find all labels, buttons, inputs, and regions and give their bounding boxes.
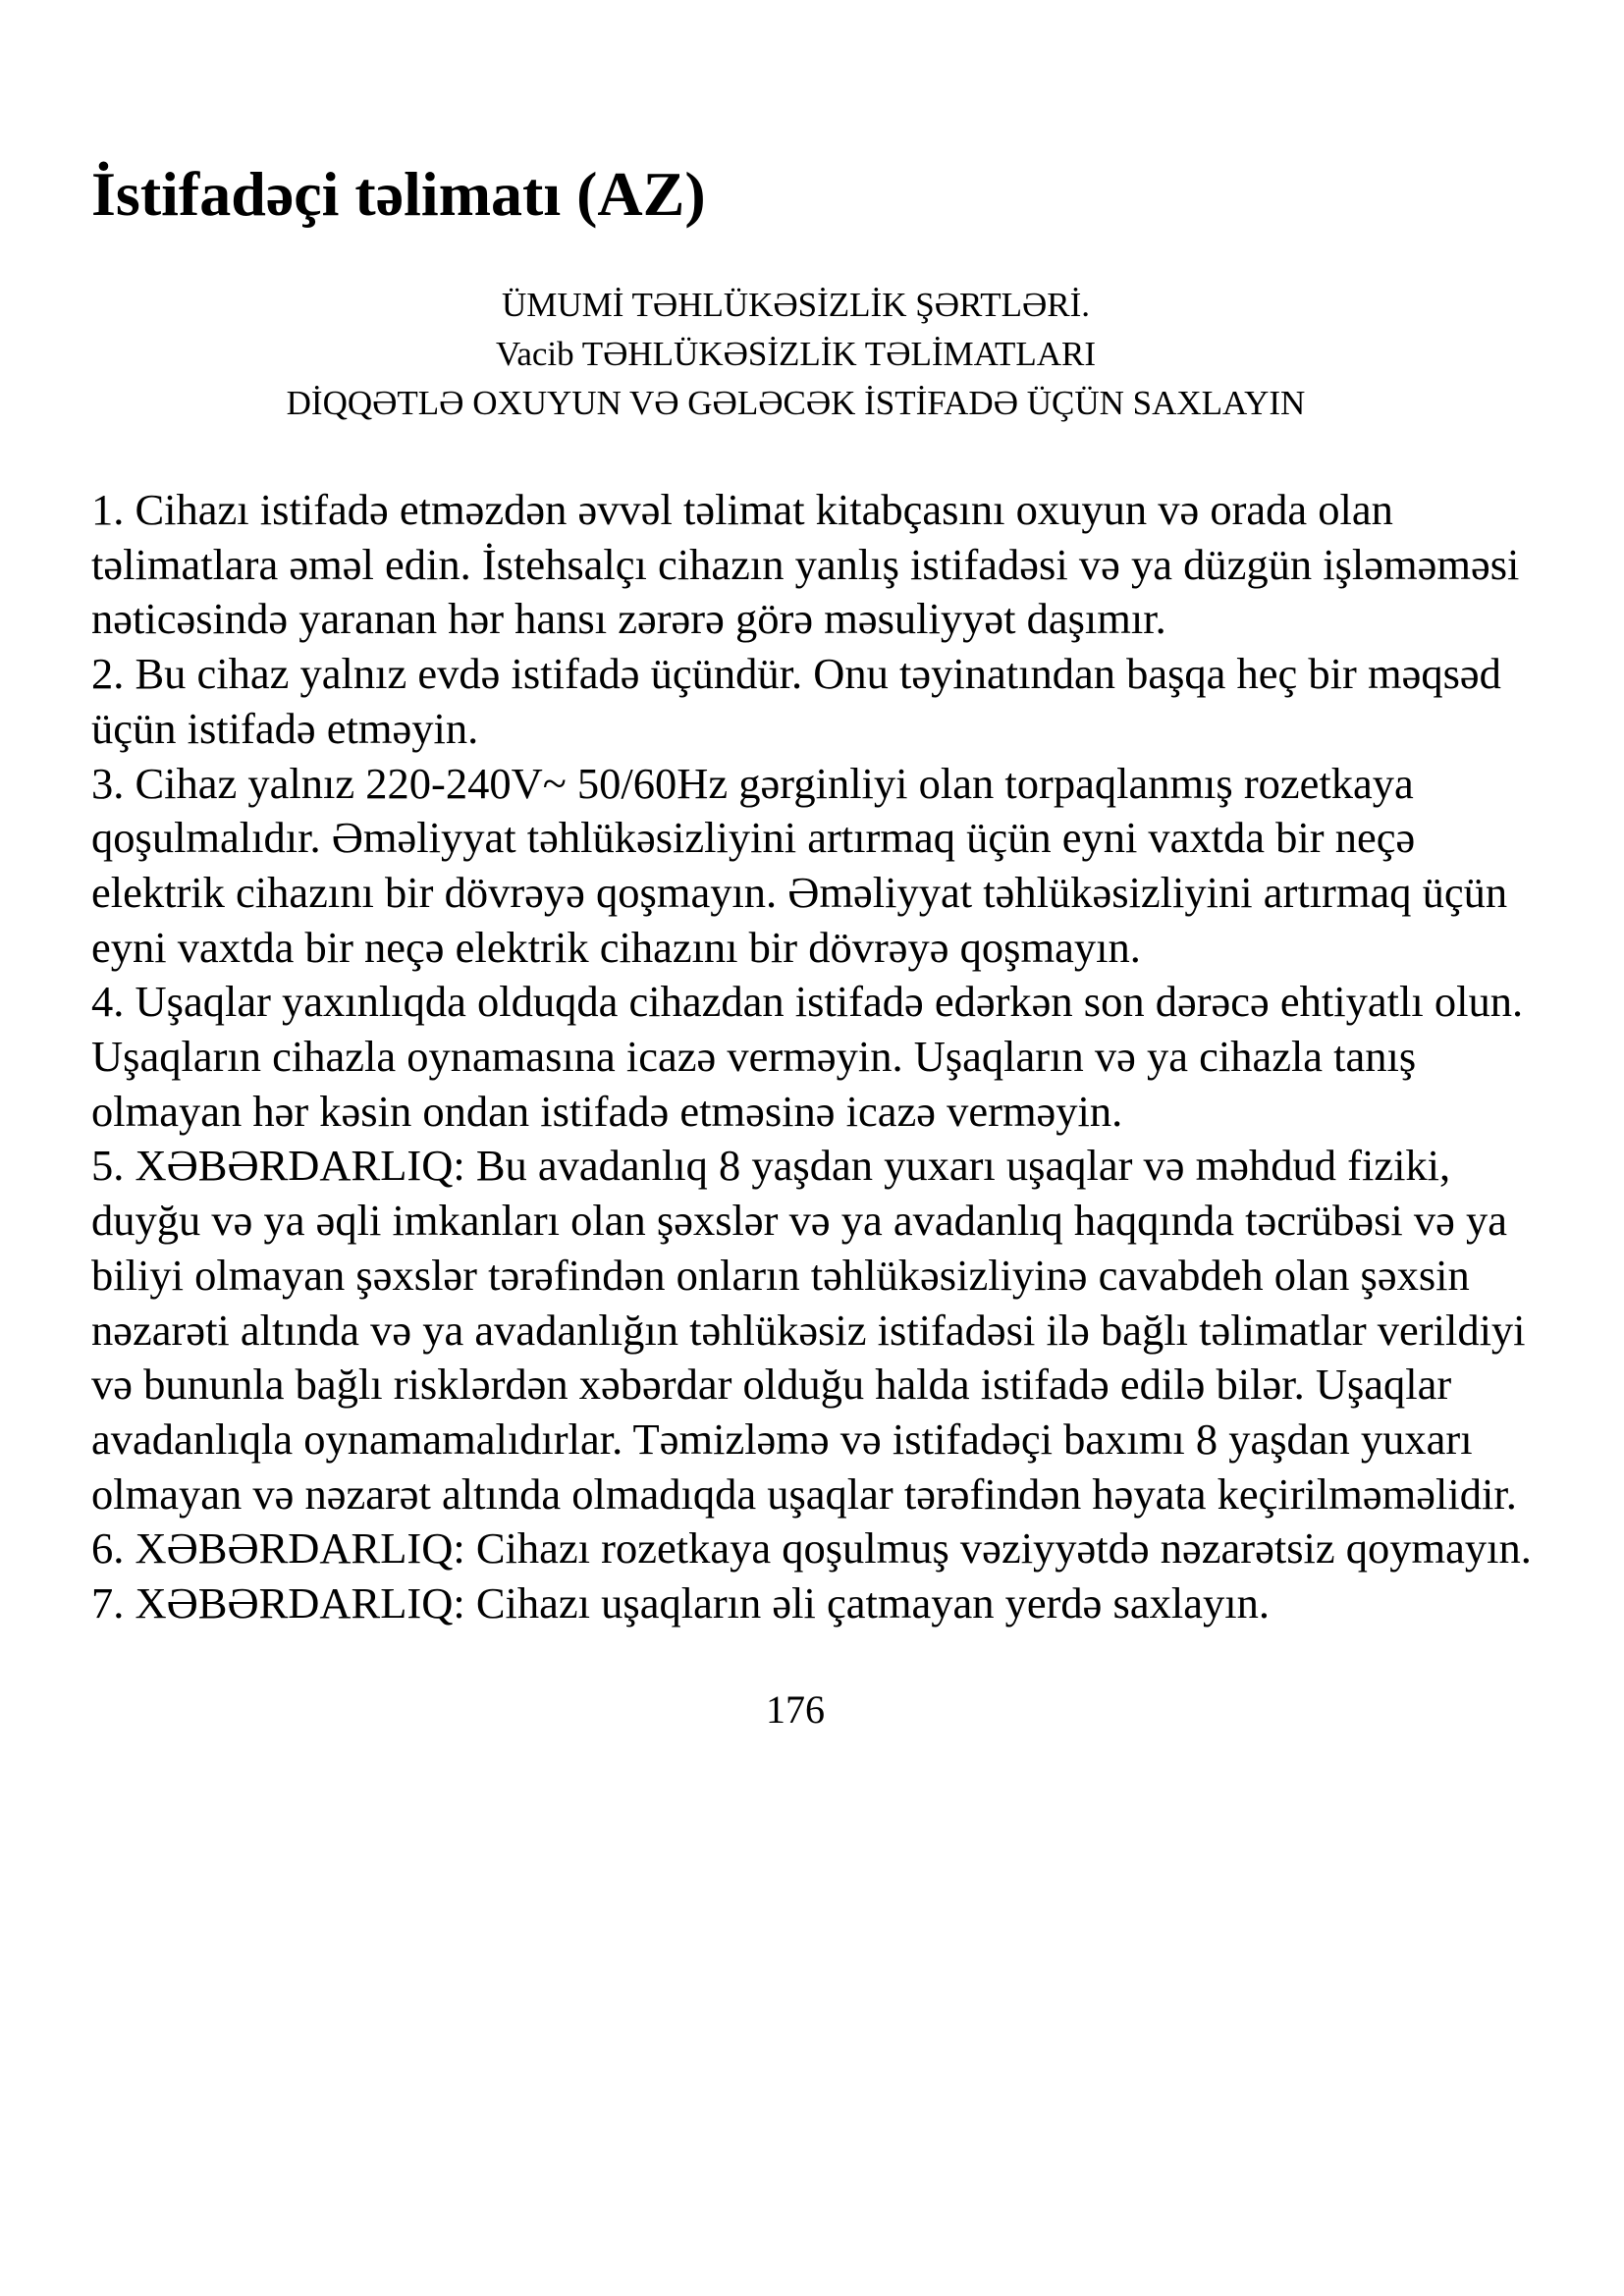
instruction-item-7: 7. XƏBƏRDARLIQ: Cihazı uşaqların əli çatmayan yerdə saxlayın. [91, 1578, 1270, 1629]
page-number: 176 [766, 1687, 825, 1732]
instruction-item-1: 1. Cihazı istifadə etməzdən əvvəl təlimat kitabçasını oxuyun və orada olan təlimatlara əməl edin. İstehsalçı cihazın yanlış istifadəsi və ya düzgün işləməməsi nəticəsində yaranan hər hansı zərərə görə məsuliyyət daşımır. [91, 485, 1520, 644]
instruction-item-3: 3. Cihaz yalnız 220-240V~ 50/60Hz gərginliyi olan torpaqlanmış rozetkaya qoşulmalıdır. Əməliyyat təhlükəsizliyini artırmaq üçün eyni vaxtda bir neçə elektrik cihazını bir dövrəyə qoşmayın. Əməliyyat təhlükəsizliyini artırmaq üçün eyni vaxtda bir neçə elektrik cihazını bir dövrəyə qoşmayın. [91, 758, 1508, 972]
instruction-item-5: 5. XƏBƏRDARLIQ: Bu avadanlıq 8 yaşdan yuxarı uşaqlar və məhdud fiziki, duyğu və ya əqli imkanları olan şəxslər və ya avadanlıq haqqında təcrübəsi və ya biliyi olmayan şəxslər tərəfindən onların təhlükəsizliyinə cavabdeh olan şəxsin nəzarəti altında və ya avadanlığın təhlükəsiz istifadəsi ilə bağlı təlimatlar verildiyi və bununla bağlı risklərdən xəbərdar olduğu halda istifadə edilə bilər. Uşaqlar avadanlıqla oynamamalıdırlar. Təmizləmə və istifadəçi baxımı 8 yaşdan yuxarı olmayan və nəzarət altında olmadıqda uşaqlar tərəfindən həyata keçirilməməlidir. [91, 1141, 1526, 1519]
instructions-list [91, 483, 1535, 1631]
safety-heading: ÜMUMİ TƏHLÜKƏSİZLİK ŞƏRTLƏRİ. [501, 286, 1091, 324]
read-carefully-heading: DİQQƏTLƏ OXUYUN VƏ GƏLƏCƏK İSTİFADƏ ÜÇÜN SAXLAYIN [286, 384, 1306, 422]
instruction-item-2: 2. Bu cihaz yalnız evdə istifadə üçündür. Onu təyinatından başqa heç bir məqsəd üçün istifadə etməyin. [91, 649, 1501, 753]
instruction-item-4: 4. Uşaqlar yaxınlıqda olduqda cihazdan istifadə edərkən son dərəcə ehtiyatlı olun. Uşaqların cihazla oynamasına icazə verməyin. Uşaqların və ya cihazla tanış olmayan hər kəsin ondan istifadə etməsinə icazə verməyin. [91, 977, 1524, 1136]
page-title: İstifadəçi təlimatı (AZ) [91, 159, 706, 229]
important-instructions-heading: Vacib TƏHLÜKƏSİZLİK TƏLİMATLARI [495, 335, 1097, 373]
instruction-item-6: 6. XƏBƏRDARLIQ: Cihazı rozetkaya qoşulmuş vəziyyətdə nəzarətsiz qoymayın. [91, 1523, 1532, 1574]
